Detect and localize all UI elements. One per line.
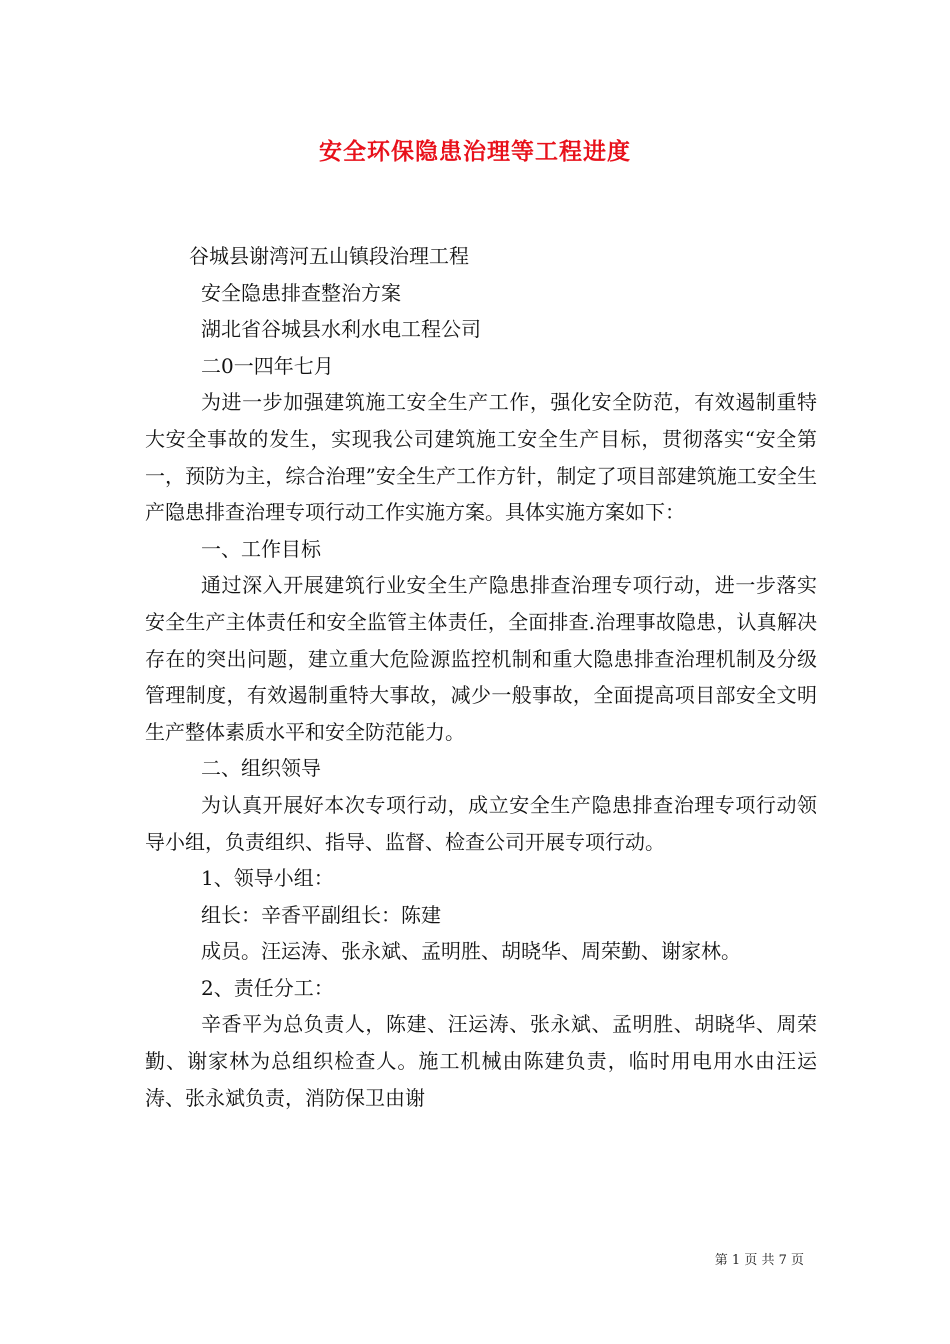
item2-heading: 2、责任分工： (201, 975, 334, 1000)
responsibility-paragraph: 辛香平为总负责人，陈建、汪运涛、张永斌、孟明胜、胡晓华、周荣勤、谢家林为总组织检查人。施工机械由陈建负责，临时用电用水由汪运涛、张永斌负责，消防保卫由谢 (145, 1012, 817, 1110)
plan-title-line: 安全隐患排查整治方案 (201, 280, 401, 305)
members-line: 成员。汪运涛、张永斌、孟明胜、胡晓华、周荣勤、谢家林。 (201, 939, 741, 964)
project-name-line: 谷城县谢湾河五山镇段治理工程 (189, 244, 469, 268)
intro-paragraph: 为进一步加强建筑施工安全生产工作，强化安全防范，有效遏制重特大安全事故的发生，实现我公司建筑施工安全生产目标，贯彻落实“安全第一，预防为主，综合治理”安全生产工作方针，制定了项目部建筑施工安全生产隐患排查治理专项行动工作实施方案。具体实施方案如下： (145, 390, 817, 525)
section1-paragraph: 通过深入开展建筑行业安全生产隐患排查治理专项行动，进一步落实安全生产主体责任和安全监管主体责任，全面排查.治理事故隐患，认真解决存在的突出问题，建立重大危险源监控机制和重大隐患排查治理机制及分级管理制度，有效遏制重特大事故，减少一般事故，全面提高项目部安全文明生产整体素质水平和安全防范能力。 (145, 573, 817, 744)
section2-paragraph: 为认真开展好本次专项行动，成立安全生产隐患排查治理专项行动领导小组，负责组织、指导、监督、检查公司开展专项行动。 (145, 792, 817, 854)
item1-heading: 1、领导小组： (201, 866, 334, 891)
date-line: 二0一四年七月 (201, 353, 334, 378)
document-body (145, 238, 817, 1116)
leader-line: 组长：辛香平副组长：陈建 (201, 902, 441, 927)
section1-heading: 一、工作目标 (201, 536, 321, 561)
company-line: 湖北省谷城县水利水电工程公司 (201, 317, 481, 342)
document-title: 安全环保隐患治理等工程进度 (319, 138, 631, 165)
page-number: 第 1 页 共 7 页 (714, 1253, 804, 1268)
section2-heading: 二、组织领导 (201, 756, 321, 781)
